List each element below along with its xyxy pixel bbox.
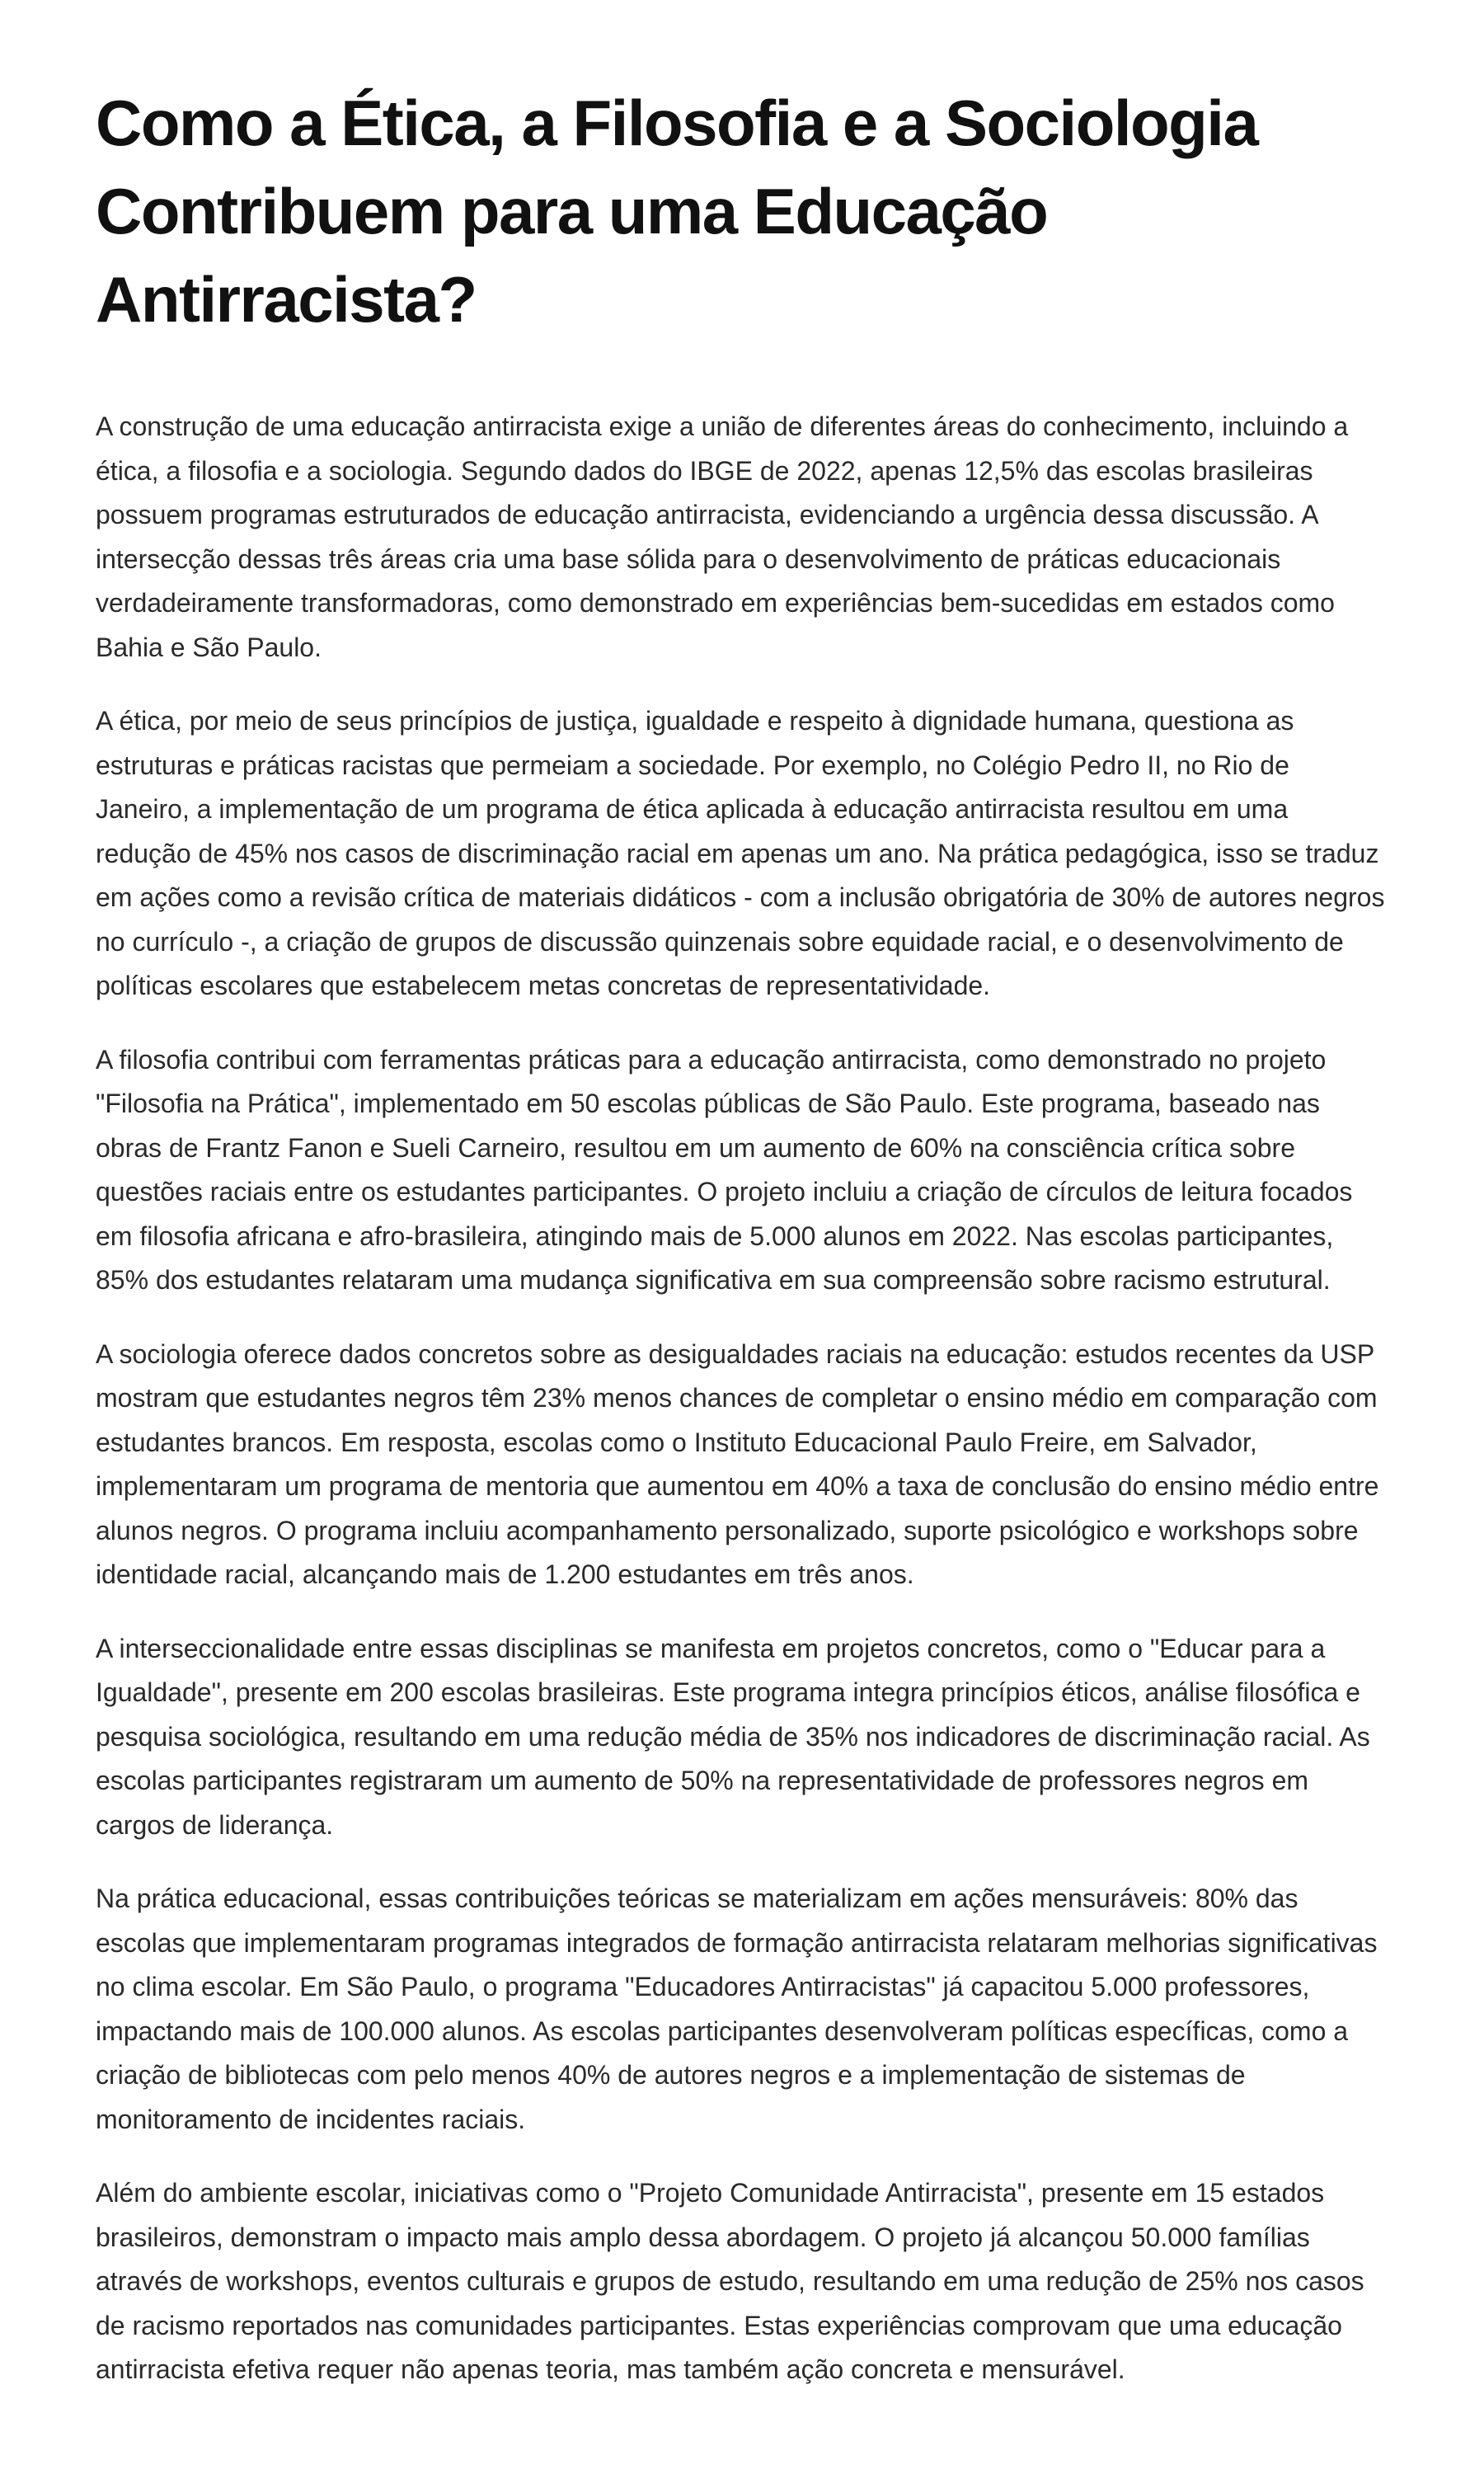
paragraph-community: Além do ambiente escolar, iniciativas como o "Projeto Comunidade Antirracista", presente em 15 estados brasileiros, demonstram o impacto mais amplo dessa abordagem. O projeto já alcançou 50.000 famílias através de workshops, eventos culturais e grupos de estudo, resultando em uma redução de 25% nos casos de racismo reportados nas comunidades participantes. Estas experiências comprovam que uma educação antirracista efetiva requer não apenas teoria, mas também ação concreta e mensurável. [96,2178,1364,2384]
paragraph-intersectionality: A interseccionalidade entre essas disciplinas se manifesta em projetos concretos, como o "Educar para a Igualdade", presente em 200 escolas brasileiras. Este programa integra princípios éticos, análise filosófica e pesquisa sociológica, resultando em uma redução média de 35% nos indicadores de discriminação racial. As escolas participantes registraram um aumento de 50% na representatividade de professores negros em cargos de liderança. [96,1633,1370,1840]
article-title: Como a Ética, a Filosofia e a Sociologia Contribuem para uma Educação Antirracista? [96,87,1258,336]
paragraph-philosophy: A filosofia contribui com ferramentas práticas para a educação antirracista, como demonstrado no projeto "Filosofia na Prática", implementado em 50 escolas públicas de São Paulo. Este programa, baseado nas obras de Frantz Fanon e Sueli Carneiro, resultou em um aumento de 60% na consciência crítica sobre questões raciais entre os estudantes participantes. O projeto incluiu a criação de círculos de leitura focados em filosofia africana e afro-brasileira, atingindo mais de 5.000 alunos em 2022. Nas escolas participantes, 85% dos estudantes relataram uma mudança significativa em sua compreensão sobre racismo estrutural. [96,1044,1353,1295]
paragraph-intro: A construção de uma educação antirracista exige a união de diferentes áreas do conhecimento, incluindo a ética, a filosofia e a sociologia. Segundo dados do IBGE de 2022, apenas 12,5% das escolas brasileiras possuem programas estruturados de educação antirracista, evidenciando a urgência dessa discussão. A intersecção dessas três áreas cria uma base sólida para o desenvolvimento de práticas educacionais verdadeiramente transformadoras, como demonstrado em experiências bem-sucedidas em estados como Bahia e São Paulo. [96,412,1349,662]
paragraph-sociology: A sociologia oferece dados concretos sobre as desigualdades raciais na educação: estudos recentes da USP mostram que estudantes negros têm 23% menos chances de completar o ensino médio em comparação com estudantes brancos. Em resposta, escolas como o Instituto Educacional Paulo Freire, em Salvador, implementaram um programa de mentoria que aumentou em 40% a taxa de conclusão do ensino médio entre alunos negros. O programa incluiu acompanhamento personalizado, suporte psicológico e workshops sobre identidade racial, alcançando mais de 1.200 estudantes em três anos. [96,1338,1379,1589]
paragraph-ethics: A ética, por meio de seus princípios de justiça, igualdade e respeito à dignidade humana, questiona as estruturas e práticas racistas que permeiam a sociedade. Por exemplo, no Colégio Pedro II, no Rio de Janeiro, a implementação de um programa de ética aplicada à educação antirracista resultou em uma redução de 45% nos casos de discriminação racial em apenas um ano. Na prática pedagógica, isso se traduz em ações como a revisão crítica de materiais didáticos - com a inclusão obrigatória de 30% de autores negros no currículo -, a criação de grupos de discussão quinzenais sobre equidade racial, e o desenvolvimento de políticas escolares que estabelecem metas concretas de representatividade. [96,706,1385,1000]
article-body [96,405,1388,2392]
paragraph-educational-practice: Na prática educacional, essas contribuições teóricas se materializam em ações mensuráveis: 80% das escolas que implementaram programas integrados de formação antirracista relataram melhorias significativas no clima escolar. Em São Paulo, o programa "Educadores Antirracistas" já capacitou 5.000 professores, impactando mais de 100.000 alunos. As escolas participantes desenvolveram políticas específicas, como a criação de bibliotecas com pelo menos 40% de autores negros e a implementação de sistemas de monitoramento de incidentes raciais. [96,1884,1378,2134]
